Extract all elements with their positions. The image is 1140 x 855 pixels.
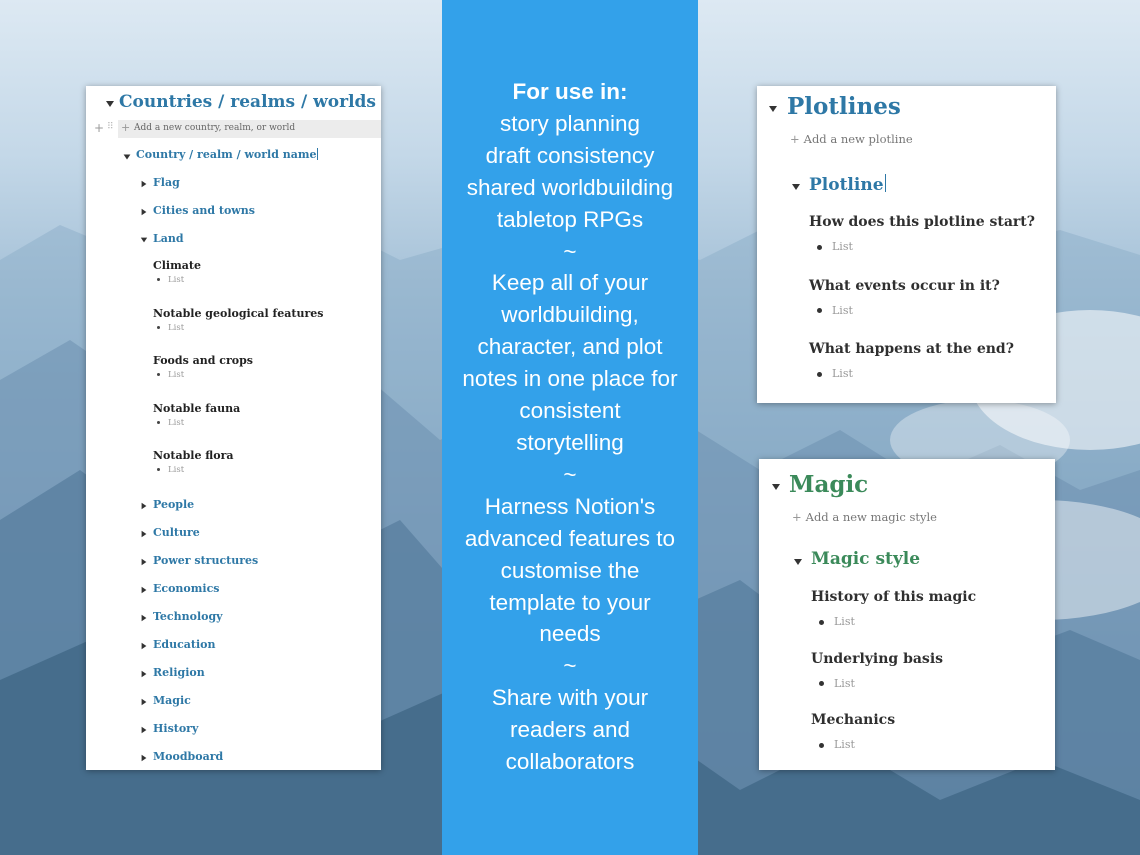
promo-line: ~ [563,653,577,679]
bullet-icon [819,620,824,625]
question-heading: How does this plotline start? [809,214,1035,230]
bullet-icon [157,421,160,424]
list-item-text: List [832,367,853,380]
bullet-icon [817,372,822,377]
plus-icon: + [121,121,131,134]
toggle-arrow-icon[interactable] [142,209,147,215]
toggle-arrow-icon[interactable] [142,755,147,761]
list-item[interactable] [157,465,184,475]
question-heading: Mechanics [811,712,896,728]
list-item[interactable] [157,275,184,285]
question-heading: What happens at the end? [809,341,1014,357]
promo-line: worldbuilding, [501,302,639,328]
bullet-icon [157,326,160,329]
plus-icon: + [792,510,802,524]
promo-line: template to your [489,589,651,615]
promo-line: character, and plot [477,334,663,360]
question-heading: Underlying basis [811,650,944,667]
drag-handle-icon[interactable]: ⠿ [107,122,113,132]
question-heading: History of this magic [811,589,977,605]
promo-line: needs [539,621,601,647]
section-toggle[interactable]: Culture [153,526,200,539]
promo-line: customise the [500,557,640,583]
promo-line: ~ [563,238,577,264]
toggle-arrow-icon[interactable] [142,181,147,187]
add-country-placeholder: Add a new country, realm, or world [134,123,296,133]
promo-heading: For use in: [512,79,628,104]
promo-line: draft consistency [485,142,655,168]
subsection-heading: Notable fauna [153,401,241,415]
promo-line: storytelling [516,429,624,455]
promo-line: readers and [509,717,631,743]
toggle-arrow-icon[interactable] [769,106,777,112]
add-magic-style-button[interactable]: + Add a new magic style [792,510,937,524]
section-toggle[interactable]: People [153,498,195,511]
toggle-arrow-icon[interactable] [142,531,147,537]
add-country-row[interactable] [118,120,381,138]
section-toggle[interactable]: Power structures [153,554,259,567]
subsection-heading: Foods and crops [153,354,253,367]
bullet-icon [157,468,160,471]
promo-line: notes in one place for [462,366,678,392]
section-toggle[interactable]: Education [153,638,216,651]
question-heading: What events occur in it? [809,277,1000,294]
list-item-text: List [168,417,185,428]
bullet-icon [817,308,822,313]
section-toggle[interactable]: Cities and towns [153,204,255,217]
section-toggle[interactable]: Flag [153,176,180,189]
bullet-icon [819,743,824,748]
bullet-icon [819,681,824,686]
toggle-arrow-icon[interactable] [142,643,147,649]
list-item[interactable] [157,323,184,333]
plotlines-title: Plotlines [787,93,901,120]
promo-line: shared worldbuilding [466,174,674,200]
toggle-arrow-icon[interactable] [772,484,780,490]
list-item-text: List [834,738,855,751]
country-entry-title[interactable]: Country / realm / world name [136,148,317,161]
list-item[interactable] [817,304,853,317]
list-item-text: List [168,370,185,380]
add-plotline-button[interactable]: + Add a new plotline [790,132,913,146]
bullet-icon [817,245,822,250]
promo-line: Keep all of your [491,270,649,296]
promo-line: story planning [499,110,641,136]
list-item[interactable] [157,418,184,428]
magic-card [759,459,1055,770]
section-toggle[interactable]: History [153,722,199,735]
list-item-text: List [832,240,853,253]
plotlines-card [757,86,1056,403]
magic-style-entry-title[interactable]: Magic style [811,549,921,569]
countries-title: Countries / realms / worlds [119,92,376,112]
subsection-heading: Notable geological features [153,306,324,320]
section-toggle[interactable]: Religion [153,666,205,679]
section-toggle[interactable]: Economics [153,582,220,595]
toggle-arrow-icon[interactable] [794,559,802,565]
section-toggle[interactable]: Technology [153,610,223,623]
list-item-text: List [168,275,185,285]
list-item[interactable] [817,367,853,380]
toggle-arrow-icon[interactable] [142,671,147,677]
list-item[interactable] [819,738,855,751]
countries-card [86,86,381,770]
toggle-arrow-icon[interactable] [124,154,131,159]
subsection-heading: Notable flora [153,449,234,462]
plotline-entry-title[interactable]: Plotline [809,175,884,195]
section-toggle[interactable]: Magic [153,694,191,707]
section-toggle[interactable]: Moodboard [153,750,224,763]
toggle-arrow-icon[interactable] [142,559,147,565]
list-item-text: List [168,465,185,475]
toggle-arrow-icon[interactable] [142,699,147,705]
section-toggle-land[interactable]: Land [153,232,184,245]
magic-title: Magic [789,471,869,498]
bullet-icon [157,373,160,376]
toggle-arrow-icon[interactable] [141,238,147,243]
bullet-icon [157,278,160,281]
list-item[interactable] [819,677,855,690]
list-item-text: List [834,676,855,690]
promo-panel [442,0,698,855]
subsection-heading: Climate [153,259,201,272]
promo-line: tabletop RPGs [496,206,644,232]
promo-line: Harness Notion's [484,493,656,519]
promo-line: ~ [563,461,577,487]
toggle-arrow-icon[interactable] [142,503,147,509]
list-item[interactable] [157,370,184,380]
list-item[interactable] [819,615,855,628]
promo-line: advanced features to [464,525,676,551]
promo-line: collaborators [505,749,635,775]
promo-line: consistent [519,398,621,424]
toggle-arrow-icon[interactable] [142,727,147,733]
toggle-arrow-icon[interactable] [142,615,147,621]
list-item[interactable] [817,240,853,253]
list-item-text: List [834,615,855,628]
add-block-plus-icon[interactable]: + [94,121,105,135]
promo-line: Share with your [491,685,649,711]
list-item-text: List [168,322,185,333]
toggle-arrow-icon[interactable] [142,587,147,593]
plus-icon: + [790,132,800,146]
toggle-arrow-icon[interactable] [792,184,800,190]
list-item-text: List [832,303,853,317]
toggle-arrow-icon[interactable] [106,101,114,107]
